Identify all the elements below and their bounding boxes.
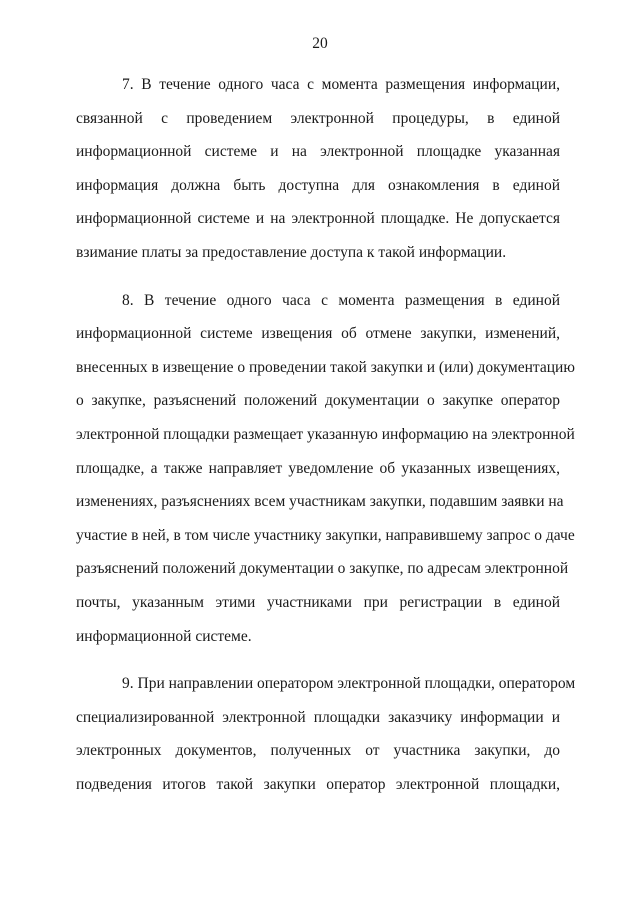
paragraph-line: информационной системе.: [76, 627, 252, 645]
paragraph-line: разъяснений положений документации о закупке, по адресам электронной: [76, 560, 569, 578]
paragraph-line: 9. При направлении оператором электронной площадки, оператором: [122, 675, 576, 693]
paragraph-line: площадке, а также направляет уведомление об указанных извещениях,: [76, 459, 560, 477]
paragraph-line: подведения итогов такой закупки оператор электронной площадки,: [76, 775, 560, 793]
paragraph-line: внесенных в извещение о проведении такой закупки и (или) документацию: [76, 358, 575, 376]
paragraph-line: информационной системе и на электронной площадке указанная: [76, 143, 560, 161]
paragraph-line: изменениях, разъяснениях всем участникам закупки, подавшим заявки на: [76, 493, 564, 511]
paragraph-line: 8. В течение одного часа с момента размещения в единой: [122, 291, 560, 309]
paragraph-line: специализированной электронной площадки заказчику информации и: [76, 708, 560, 726]
paragraph-line: участие в ней, в том числе участнику закупки, направившему запрос о даче: [76, 526, 575, 544]
paragraph-line: связанной с проведением электронной процедуры, в единой: [76, 109, 560, 127]
paragraph-9: [76, 667, 576, 801]
paragraph-line: информация должна быть доступна для ознакомления в единой: [76, 176, 560, 194]
paragraph-line: о закупке, разъяснений положений документации о закупке оператор: [76, 392, 560, 410]
paragraph-8: [76, 284, 575, 654]
paragraph-line: взимание платы за предоставление доступа к такой информации.: [76, 243, 507, 261]
paragraph-line: 7. В течение одного часа с момента размещения информации,: [122, 76, 560, 93]
paragraph-line: информационной системе извещения об отмене закупки, изменений,: [76, 325, 560, 343]
document-body: [76, 68, 576, 815]
paragraph-line: электронной площадки размещает указанную информацию на электронной: [76, 425, 575, 443]
paragraph-7: [76, 68, 560, 270]
paragraph-line: электронных документов, полученных от участника закупки, до: [76, 742, 560, 760]
paragraph-line: почты, указанным этими участниками при регистрации в единой: [76, 593, 560, 611]
page-number: 20: [312, 35, 328, 52]
paragraph-line: информационной системе и на электронной площадке. Не допускается: [76, 210, 560, 228]
